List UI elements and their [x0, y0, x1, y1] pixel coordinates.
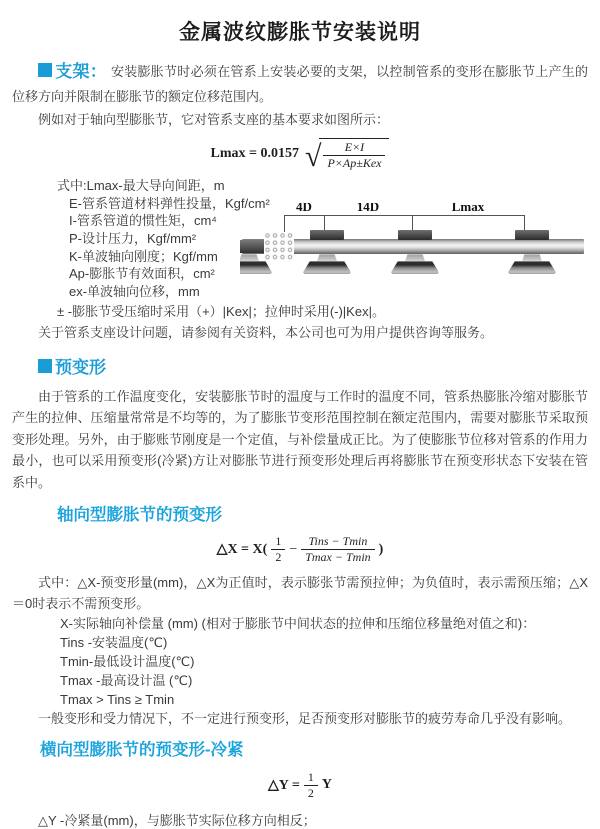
fraction-numerator: Tins − Tmin: [301, 534, 374, 550]
variable-definition-plusminus: ± -膨胀节受压缩时采用（+）|Kex|；拉伸时采用(-)|Kex|。: [57, 304, 385, 320]
variable-definition-e: E-管系管道材料弹性投量，Kgf/cm²: [69, 195, 270, 211]
formula-fraction: [323, 140, 385, 171]
variable-definition-k: K-单波轴向刚度；Kgf/mm: [69, 248, 218, 264]
fraction-denominator: 2: [275, 550, 282, 565]
variable-definition-i: I-管系管道的惯性矩，cm⁴: [69, 213, 217, 229]
formula-lhs: △Y =: [268, 777, 300, 793]
dimension-line: [284, 215, 524, 216]
guide-support-base: [391, 261, 439, 274]
anchor-support-neck: [240, 254, 259, 261]
formula-rhs: Y: [321, 777, 332, 793]
lateral-note-deltay: △Y -冷紧量(mm)，与膨胀节实际位移方向相反；: [38, 812, 316, 828]
formula-legend-intro: 式中:Lmax-最大导向间距，m: [57, 178, 225, 194]
preform-section-heading: 预变形: [55, 358, 106, 378]
guide-support-base: [303, 261, 351, 274]
half-fraction: [271, 534, 285, 565]
fraction-numerator: E×I: [323, 140, 385, 156]
dimension-label-lmax: Lmax: [451, 203, 485, 215]
lmax-formula: [12, 137, 588, 171]
formula-lhs: Lmax = 0.0157: [210, 146, 299, 162]
lateral-preform-formula: [12, 770, 588, 801]
support-example-line: 例如对于轴向型膨胀节，它对管系支座的基本要求如图所示：: [38, 111, 390, 127]
variable-definition-ap: Ap-膨胀节有效面积，cm²: [69, 266, 215, 282]
dimension-label-14d: 14D: [356, 203, 380, 215]
fraction-denominator: 2: [307, 785, 314, 800]
half-fraction: [304, 770, 318, 801]
fraction-numerator: 1: [271, 534, 285, 550]
guide-support-clamp: [515, 230, 549, 240]
anchor-support-block: [240, 240, 264, 253]
guide-support-base: [508, 261, 556, 274]
lateral-preform-subheading: 横向型膨胀节的预变形-冷紧: [40, 740, 244, 759]
variable-definition-ex: ex-单波轴向位移，mm: [69, 283, 200, 299]
formula-lhs: △X = X(: [216, 542, 268, 558]
axial-note-tmax: Tmax -最高设计温 (℃): [60, 672, 193, 688]
preform-body-paragraph: 由于管系的工作温度变化，安装膨胀节时的温度与工作时的温度不同，管系热膨胀冷缩对膨胀节产生的拉伸、压缩量常常是不均等的，为了膨胀节变形范围控制在额定范围内，需要对膨胀节采取预变形处理。另外，由于膨账节刚度是一个定值，与补偿量成正比。为了使膨胀节位移对管系的作用力最小，也可以采用预变形(冷紧)方让对膨胀节进行预变形处理后再将膨胀节在预变形状态下安装在管系中。: [12, 388, 588, 490]
axial-note-inequality: Tmax > Tins ≥ Tmin: [60, 691, 175, 707]
fraction-denominator: P×Ap±Kex: [327, 155, 382, 170]
guide-support-neck: [522, 254, 542, 261]
preform-section-header: [12, 354, 588, 382]
axial-preform-formula: [12, 534, 588, 565]
dimension-tick: [284, 215, 285, 233]
guide-support-neck: [405, 254, 425, 261]
axial-note-deltax: 式中：△X-预变形量(mm)，△X为正值时，表示膨张节需预拉伸；为负值时，表示需预压缩；△X＝0时表示不需预变形。: [12, 575, 588, 611]
guide-support-clamp: [398, 230, 432, 240]
guide-support-neck: [317, 254, 337, 261]
dimension-label-4d: 4D: [296, 203, 312, 215]
fraction-denominator: Tmax − Tmin: [305, 550, 371, 565]
support-intro-paragraph: [12, 58, 588, 108]
support-intro-text: 安装膨胀节时必须在管系上安装必要的支架，以控制管系的变形在膨胀节上产生的位移方向并限制在膨胀节的额定位移范围内。: [12, 64, 588, 105]
support-section-heading: 支架：: [55, 62, 108, 81]
variables-and-diagram: [12, 177, 588, 341]
axial-note-general: 一般变形和受力情况下，不一定进行预变形，足否预变形对膨胀节的疲劳寿命几乎没有影响。: [38, 711, 572, 727]
page-title: 金属波纹膨胀节安装说明: [179, 21, 421, 44]
anchor-support-base: [240, 261, 272, 274]
support-consulting-note: 关于管系支座设计问题，请参阅有关资料，本公司也可为用户提供咨询等服务。: [38, 324, 494, 340]
bellows-expansion-joint: [264, 232, 294, 261]
sqrt-radical-symbol: √: [305, 139, 322, 173]
closing-paren: ): [378, 541, 384, 557]
minus-sign: −: [289, 541, 298, 557]
guide-support-clamp: [310, 230, 344, 240]
section-bullet-square-icon: [38, 359, 52, 373]
axial-preform-subheading: 轴向型膨胀节的预变形: [57, 506, 222, 525]
axial-note-x: X-实际轴向补偿量 (mm) (相对于膨胀节中间状态的拉伸和压缩位移量绝对值之和)：: [60, 616, 536, 632]
axial-note-tmin: Tmin-最低设计温度(℃): [60, 653, 195, 669]
fraction-numerator: 1: [304, 770, 318, 786]
variable-definition-p: P-设计压力，Kgf/mm²: [69, 231, 197, 247]
sqrt-content: [319, 138, 389, 171]
axial-note-tins: Tins -安装温度(℃): [60, 634, 168, 650]
section-bullet-square-icon: [38, 63, 52, 77]
temperature-fraction: [301, 534, 374, 565]
pipe-support-diagram: [240, 203, 588, 295]
